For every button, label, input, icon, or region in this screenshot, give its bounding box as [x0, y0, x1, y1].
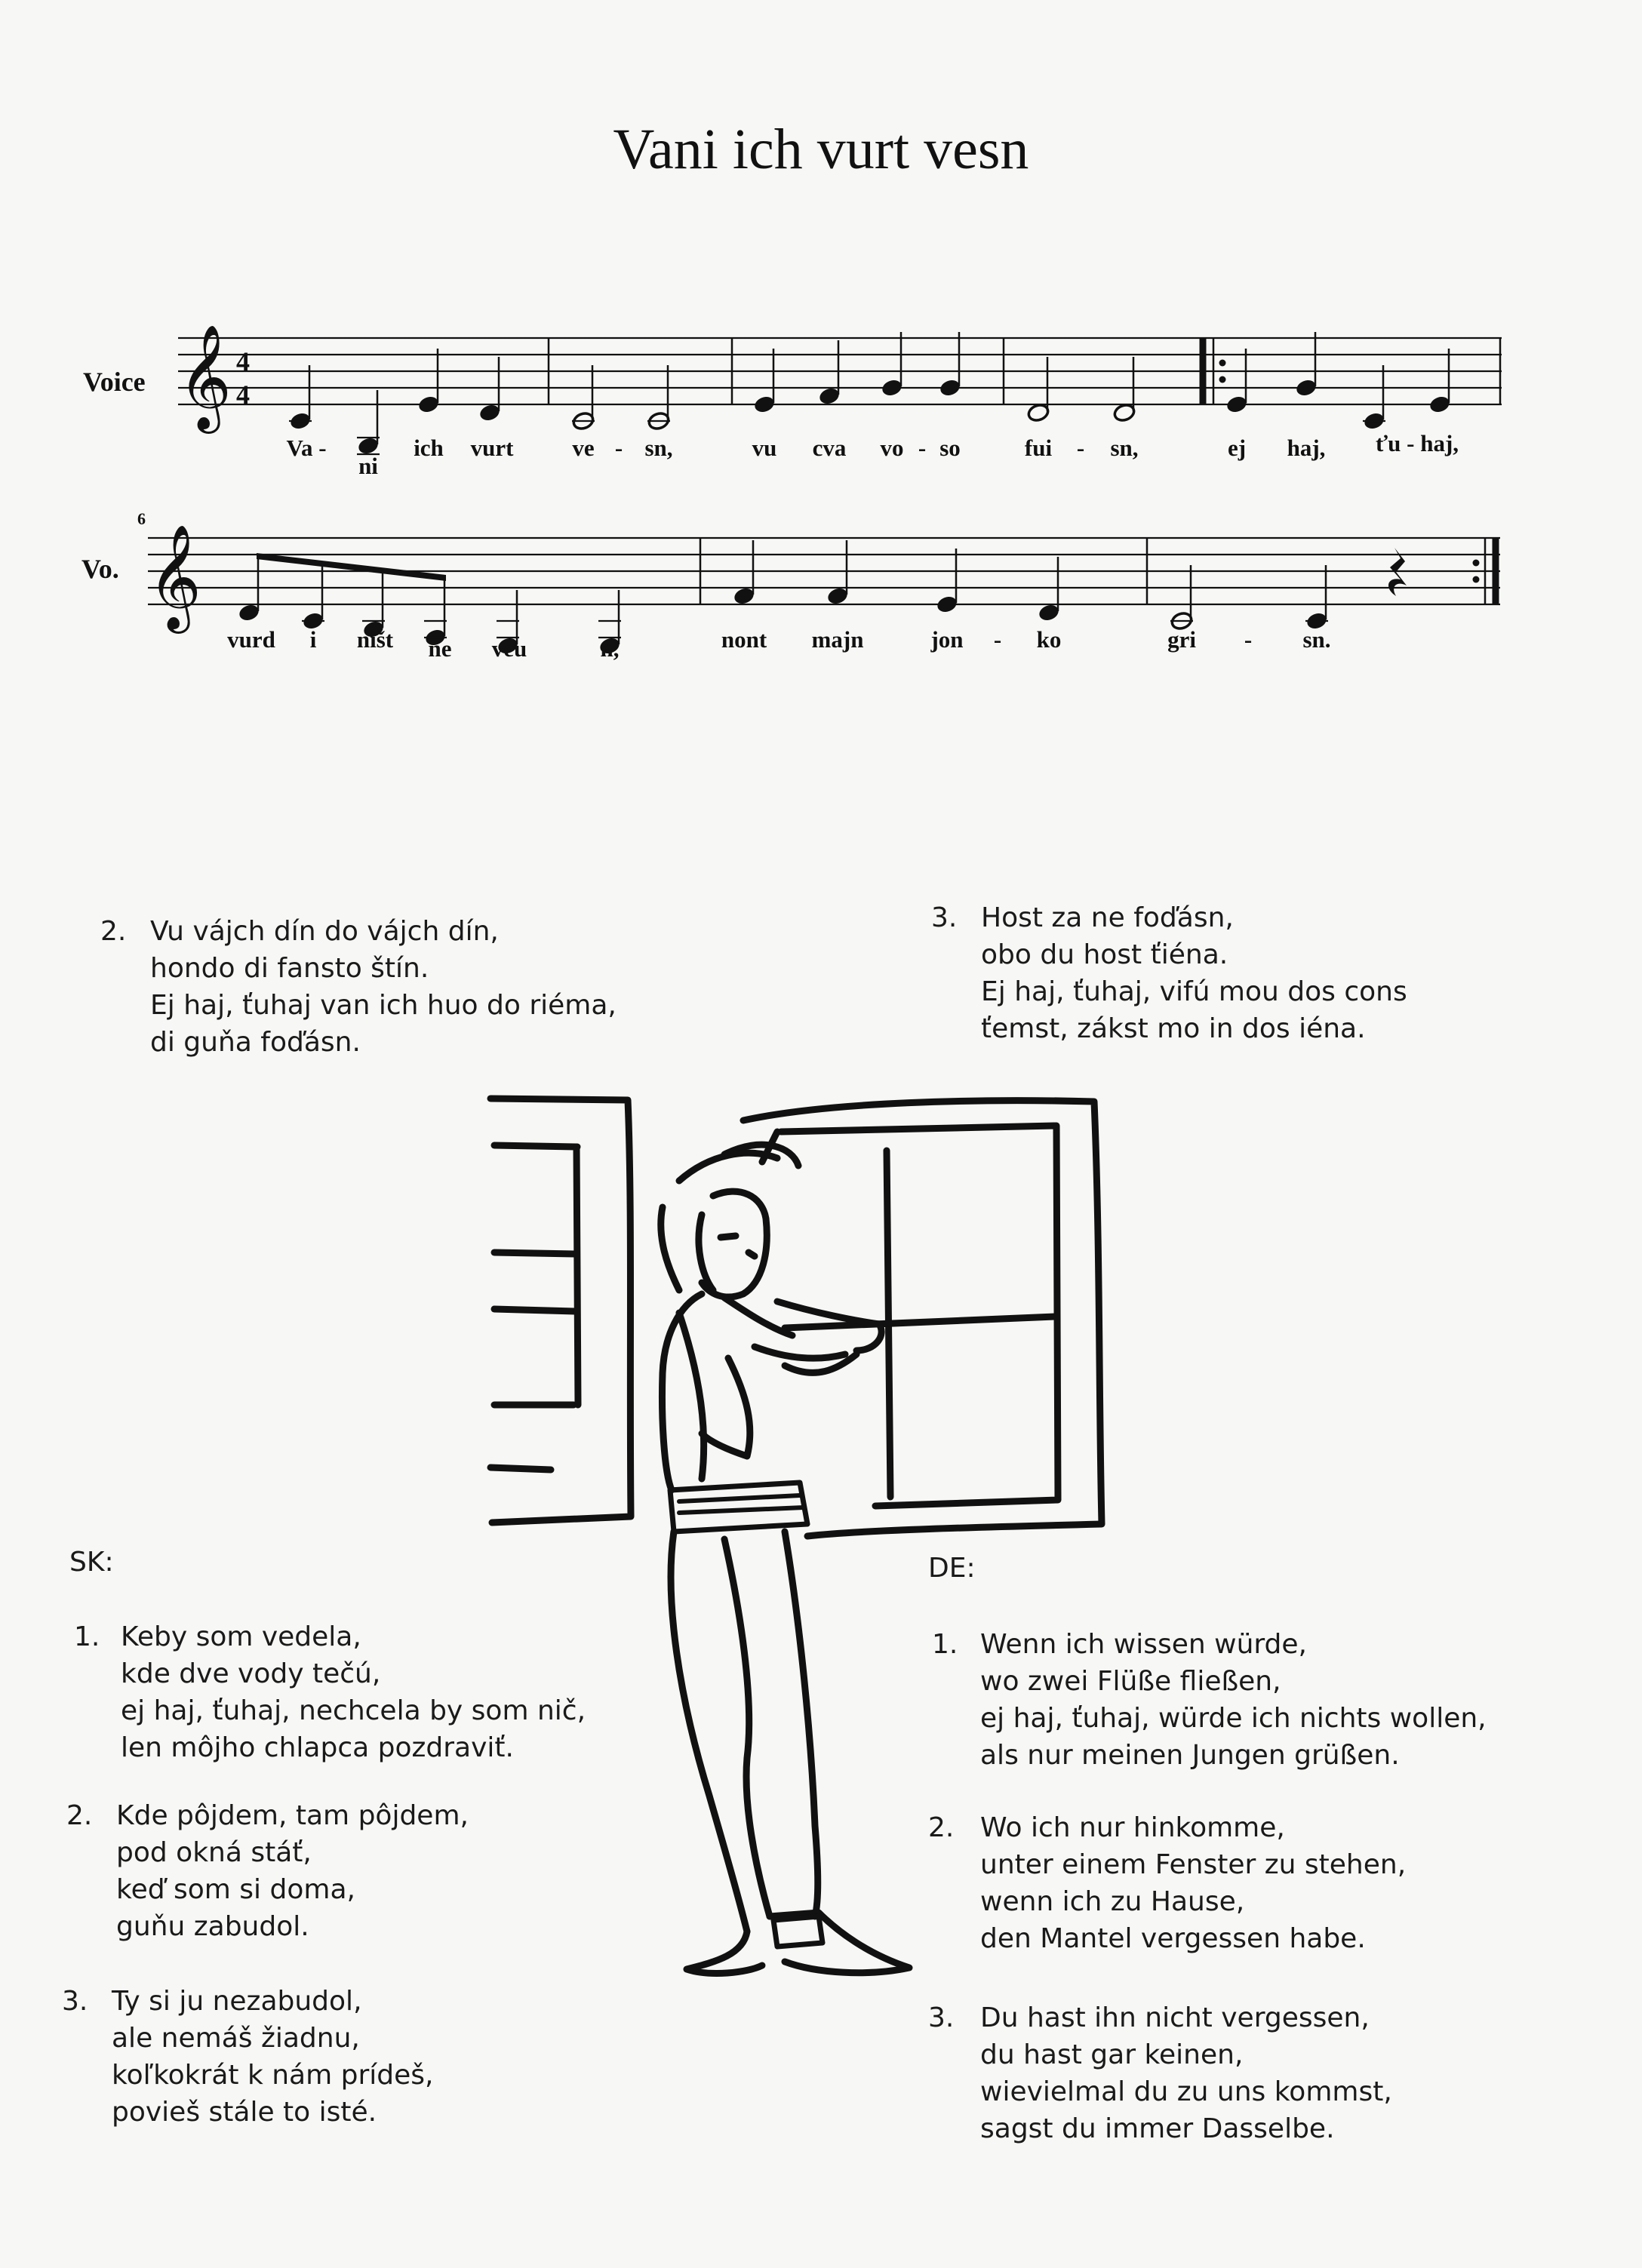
lyric: Va - — [286, 435, 327, 461]
verse-number: 2. — [66, 1800, 93, 1831]
verse-line: Wenn ich wissen würde, — [980, 1629, 1308, 1660]
lyric: veu — [491, 635, 527, 662]
lyric: vo — [880, 435, 904, 461]
lyric: - — [918, 435, 927, 461]
lyric: haj, — [1287, 435, 1326, 461]
lyric: ne — [428, 635, 452, 662]
lyric: n, — [600, 635, 620, 662]
verse-number: 3. — [62, 1986, 88, 2017]
lyric: - — [1244, 626, 1253, 653]
dialect-verse-3 — [931, 899, 1505, 1050]
measure-number: 6 — [137, 509, 146, 528]
verse-line: sagst du immer Dasselbe. — [980, 2113, 1335, 2144]
treble-clef-icon: 𝄞 — [178, 324, 232, 429]
verse-line: Ej haj, ťuhaj van ich huo do riéma, — [150, 990, 617, 1021]
de-label: DE: — [928, 1553, 976, 1584]
verse-line: keď som si doma, — [116, 1874, 355, 1905]
verse-line: ale nemáš žiadnu, — [112, 2023, 360, 2054]
lyric: gri — [1167, 626, 1196, 653]
verse-line: wievielmal du zu uns kommst, — [980, 2076, 1392, 2107]
de-verse-1 — [932, 1626, 1551, 1777]
lyric: nont — [721, 626, 767, 653]
lyric: vurd — [227, 626, 275, 653]
verse-line: Wo ich nur hinkomme, — [980, 1812, 1285, 1843]
verse-line: Ej haj, ťuhaj, vifú mou dos cons — [981, 976, 1407, 1007]
verse-line: koľkokrát k nám prídeš, — [112, 2060, 434, 2091]
verse-line: Keby som vedela, — [121, 1621, 361, 1652]
sk-verse-3 — [62, 1983, 635, 2134]
verse-line: du hast gar keinen, — [980, 2039, 1244, 2070]
instrument-label-voice: Voice — [83, 367, 146, 397]
lyric: sn, — [1110, 435, 1139, 461]
lyric: so — [939, 435, 961, 461]
lyric: fui — [1024, 435, 1053, 461]
lyric: ich — [414, 435, 444, 461]
verse-line: hondo di fansto štín. — [150, 953, 429, 984]
verse-line: di guňa foďásn. — [150, 1027, 361, 1058]
lyric: - — [993, 626, 1002, 653]
lyric: majn — [811, 626, 864, 653]
verse-line: wo zwei Flüße fließen, — [980, 1666, 1281, 1697]
verse-line: wenn ich zu Hause, — [980, 1886, 1245, 1917]
verse-line: pod okná stáť, — [116, 1837, 312, 1868]
dialect-verse-2 — [100, 913, 674, 1064]
verse-line: Kde pôjdem, tam pôjdem, — [116, 1800, 469, 1831]
svg-text:4: 4 — [236, 346, 250, 376]
verse-line: ťemst, zákst mo in dos iéna. — [981, 1013, 1366, 1044]
lyric: ni — [358, 453, 378, 479]
lyric: ej — [1227, 435, 1247, 461]
verse-line: als nur meinen Jungen grüßen. — [980, 1740, 1400, 1771]
sk-verse-1 — [74, 1618, 647, 1769]
song-title: Vani ich vurt vesn — [613, 118, 1029, 181]
lyric: - — [1076, 435, 1085, 461]
instrument-label-vo: Vo. — [81, 554, 119, 584]
verse-line: unter einem Fenster zu stehen, — [980, 1849, 1407, 1880]
verse-number: 2. — [100, 916, 127, 947]
treble-clef-icon: 𝄞 — [148, 524, 201, 629]
verse-number: 2. — [928, 1812, 955, 1843]
lyric: ťu - haj, — [1375, 430, 1459, 456]
verse-line: Vu vájch dín do vájch dín, — [150, 916, 499, 947]
verse-line: Host za ne foďásn, — [981, 902, 1234, 933]
verse-number: 3. — [931, 902, 958, 933]
svg-text:4: 4 — [236, 380, 250, 410]
lyric: ve — [572, 435, 595, 461]
lyric: cva — [812, 435, 847, 461]
lyric: jon — [930, 626, 964, 653]
verse-line: Ty si ju nezabudol, — [112, 1986, 362, 2017]
verse-line: len môjho chlapca pozdraviť. — [121, 1732, 514, 1763]
lyric: i — [309, 626, 317, 653]
verse-line: den Mantel vergessen habe. — [980, 1923, 1366, 1954]
lyric: ništ — [356, 626, 394, 653]
lyric: sn. — [1302, 626, 1331, 653]
verse-number: 1. — [74, 1621, 100, 1652]
lyric: vu — [752, 435, 777, 461]
verse-number: 3. — [928, 2002, 955, 2033]
verse-line: kde dve vody tečú, — [121, 1658, 381, 1689]
de-verse-3 — [928, 1999, 1547, 2150]
verse-line: obo du host ťiéna. — [981, 939, 1228, 970]
lyric: sn, — [644, 435, 673, 461]
verse-line: ej haj, ťuhaj, nechcela by som nič, — [121, 1695, 586, 1726]
lyric: vurt — [470, 435, 514, 461]
verse-line: guňu zabudol. — [116, 1911, 309, 1942]
sk-verse-2 — [66, 1797, 640, 1948]
verse-line: ej haj, ťuhaj, würde ich nichts wollen, — [980, 1703, 1487, 1734]
verse-line: Du hast ihn nicht vergessen, — [980, 2002, 1370, 2033]
verse-number: 1. — [932, 1629, 958, 1660]
de-verse-2 — [928, 1809, 1547, 1960]
verse-line: povieš stále to isté. — [112, 2097, 377, 2128]
lyric: ko — [1036, 626, 1062, 653]
sk-label: SK: — [69, 1547, 114, 1578]
lyric: - — [614, 435, 623, 461]
